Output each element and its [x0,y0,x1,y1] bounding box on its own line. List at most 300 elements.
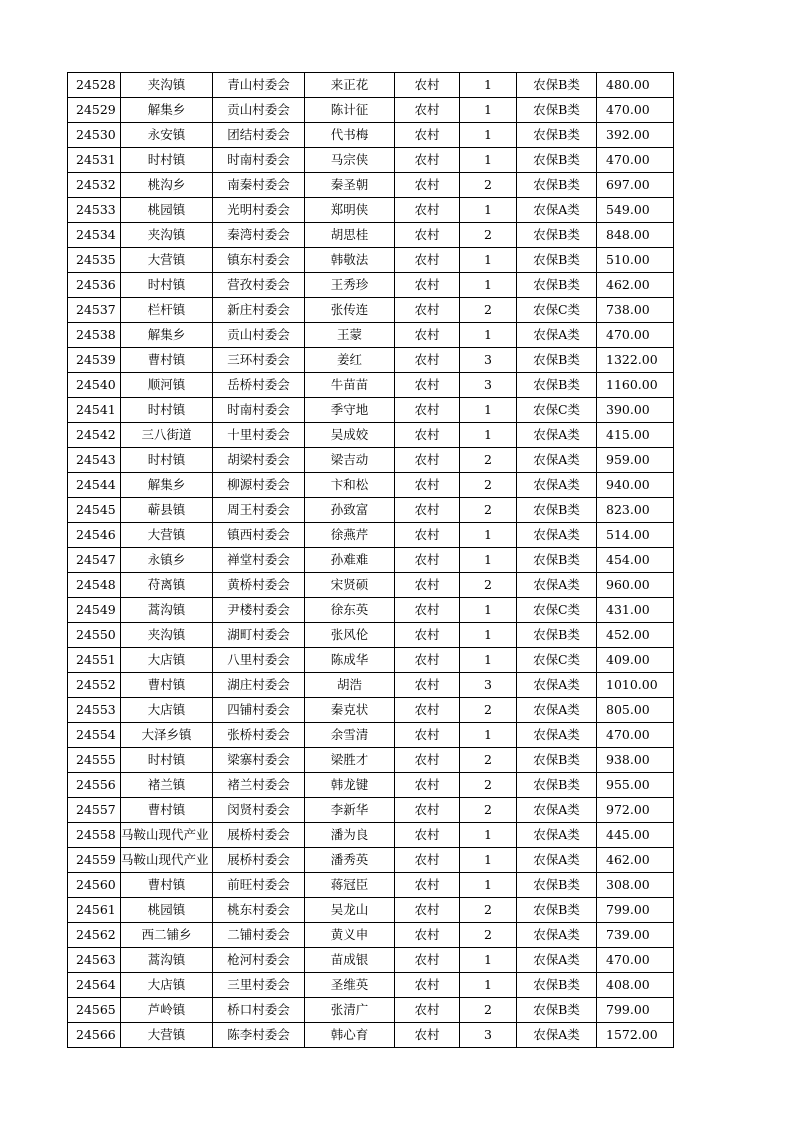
town-cell: 时村镇 [121,748,213,773]
table-row [68,323,674,348]
village-committee-cell: 贡山村委会 [213,323,305,348]
household-type-cell: 农村 [395,798,460,823]
record-id-cell: 24557 [68,798,121,823]
person-count-cell: 2 [460,473,517,498]
person-count-cell: 2 [460,498,517,523]
person-count-cell: 3 [460,348,517,373]
person-count-cell: 1 [460,398,517,423]
household-type-cell: 农村 [395,873,460,898]
record-id-cell: 24551 [68,648,121,673]
name-cell: 秦克状 [305,698,395,723]
village-committee-cell: 胡梁村委会 [213,448,305,473]
person-count-cell: 1 [460,248,517,273]
town-cell: 永镇乡 [121,548,213,573]
record-id-cell: 24533 [68,198,121,223]
record-id-cell: 24553 [68,698,121,723]
table-row [68,723,674,748]
household-type-cell: 农村 [395,898,460,923]
table-row [68,73,674,98]
amount-cell: 805.00 [597,698,674,723]
name-cell: 孙致富 [305,498,395,523]
name-cell: 代书梅 [305,123,395,148]
insurance-category-cell: 农保C类 [517,648,597,673]
household-type-cell: 农村 [395,173,460,198]
town-cell: 栏杆镇 [121,298,213,323]
name-cell: 蒋冠臣 [305,873,395,898]
town-cell: 曹村镇 [121,873,213,898]
amount-cell: 848.00 [597,223,674,248]
person-count-cell: 2 [460,448,517,473]
insurance-category-cell: 农保B类 [517,248,597,273]
insurance-category-cell: 农保B类 [517,898,597,923]
record-id-cell: 24539 [68,348,121,373]
insurance-category-cell: 农保A类 [517,448,597,473]
household-type-cell: 农村 [395,73,460,98]
household-type-cell: 农村 [395,848,460,873]
record-id-cell: 24537 [68,298,121,323]
record-id-cell: 24541 [68,398,121,423]
insurance-category-cell: 农保B类 [517,123,597,148]
person-count-cell: 3 [460,673,517,698]
insurance-category-cell: 农保B类 [517,498,597,523]
town-cell: 大泽乡镇 [121,723,213,748]
table-row [68,998,674,1023]
village-committee-cell: 贡山村委会 [213,98,305,123]
name-cell: 牛苗苗 [305,373,395,398]
town-cell: 曹村镇 [121,348,213,373]
amount-cell: 739.00 [597,923,674,948]
town-cell: 桃园镇 [121,198,213,223]
household-type-cell: 农村 [395,948,460,973]
table-row [68,123,674,148]
table-row [68,773,674,798]
village-committee-cell: 桃东村委会 [213,898,305,923]
village-committee-cell: 营孜村委会 [213,273,305,298]
record-id-cell: 24558 [68,823,121,848]
name-cell: 吴成姣 [305,423,395,448]
name-cell: 韩敬法 [305,248,395,273]
person-count-cell: 2 [460,223,517,248]
amount-cell: 408.00 [597,973,674,998]
person-count-cell: 2 [460,573,517,598]
village-committee-cell: 梁寨村委会 [213,748,305,773]
insurance-category-cell: 农保A类 [517,673,597,698]
village-committee-cell: 三环村委会 [213,348,305,373]
household-type-cell: 农村 [395,723,460,748]
insurance-category-cell: 农保A类 [517,848,597,873]
town-cell: 西二铺乡 [121,923,213,948]
insurance-category-cell: 农保A类 [517,723,597,748]
name-cell: 胡思桂 [305,223,395,248]
town-cell: 桃沟乡 [121,173,213,198]
insurance-category-cell: 农保A类 [517,1023,597,1048]
town-cell: 解集乡 [121,323,213,348]
name-cell: 徐东英 [305,598,395,623]
insurance-category-cell: 农保A类 [517,948,597,973]
village-committee-cell: 张桥村委会 [213,723,305,748]
record-id-cell: 24566 [68,1023,121,1048]
amount-cell: 697.00 [597,173,674,198]
insurance-category-cell: 农保C类 [517,398,597,423]
table-body [68,73,674,1048]
town-cell: 大店镇 [121,698,213,723]
insurance-category-cell: 农保B类 [517,623,597,648]
name-cell: 郑明侠 [305,198,395,223]
person-count-cell: 2 [460,798,517,823]
record-id-cell: 24530 [68,123,121,148]
person-count-cell: 1 [460,823,517,848]
insurance-category-cell: 农保A类 [517,473,597,498]
record-id-cell: 24535 [68,248,121,273]
amount-cell: 938.00 [597,748,674,773]
town-cell: 大营镇 [121,248,213,273]
village-committee-cell: 时南村委会 [213,398,305,423]
amount-cell: 1322.00 [597,348,674,373]
record-id-cell: 24565 [68,998,121,1023]
town-cell: 大营镇 [121,523,213,548]
person-count-cell: 2 [460,698,517,723]
person-count-cell: 1 [460,148,517,173]
person-count-cell: 2 [460,773,517,798]
village-committee-cell: 枪河村委会 [213,948,305,973]
person-count-cell: 1 [460,723,517,748]
amount-cell: 480.00 [597,73,674,98]
record-id-cell: 24534 [68,223,121,248]
name-cell: 李新华 [305,798,395,823]
town-cell: 大店镇 [121,648,213,673]
amount-cell: 1160.00 [597,373,674,398]
town-cell: 苻离镇 [121,573,213,598]
person-count-cell: 1 [460,323,517,348]
person-count-cell: 1 [460,623,517,648]
amount-cell: 470.00 [597,98,674,123]
household-type-cell: 农村 [395,748,460,773]
table-row [68,523,674,548]
village-committee-cell: 柳源村委会 [213,473,305,498]
record-id-cell: 24529 [68,98,121,123]
household-type-cell: 农村 [395,823,460,848]
record-id-cell: 24562 [68,923,121,948]
person-count-cell: 2 [460,748,517,773]
village-committee-cell: 镇东村委会 [213,248,305,273]
amount-cell: 409.00 [597,648,674,673]
table-row [68,248,674,273]
name-cell: 黄义申 [305,923,395,948]
person-count-cell: 1 [460,848,517,873]
name-cell: 宋贤硕 [305,573,395,598]
amount-cell: 445.00 [597,823,674,848]
person-count-cell: 2 [460,998,517,1023]
town-cell: 时村镇 [121,273,213,298]
household-type-cell: 农村 [395,523,460,548]
household-type-cell: 农村 [395,623,460,648]
town-cell: 顺河镇 [121,373,213,398]
insurance-category-cell: 农保B类 [517,98,597,123]
amount-cell: 470.00 [597,148,674,173]
name-cell: 苗成银 [305,948,395,973]
village-committee-cell: 十里村委会 [213,423,305,448]
person-count-cell: 1 [460,423,517,448]
table-row [68,948,674,973]
village-committee-cell: 褚兰村委会 [213,773,305,798]
insurance-category-cell: 农保B类 [517,148,597,173]
amount-cell: 431.00 [597,598,674,623]
amount-cell: 823.00 [597,498,674,523]
person-count-cell: 1 [460,648,517,673]
town-cell: 解集乡 [121,98,213,123]
person-count-cell: 1 [460,873,517,898]
amount-cell: 462.00 [597,848,674,873]
household-type-cell: 农村 [395,323,460,348]
name-cell: 秦圣朝 [305,173,395,198]
village-committee-cell: 湖町村委会 [213,623,305,648]
amount-cell: 1572.00 [597,1023,674,1048]
name-cell: 韩心育 [305,1023,395,1048]
village-committee-cell: 尹楼村委会 [213,598,305,623]
village-committee-cell: 陈李村委会 [213,1023,305,1048]
person-count-cell: 1 [460,98,517,123]
record-id-cell: 24556 [68,773,121,798]
insurance-category-cell: 农保A类 [517,198,597,223]
insurance-category-cell: 农保A类 [517,798,597,823]
town-cell: 三八街道 [121,423,213,448]
insurance-category-cell: 农保B类 [517,173,597,198]
household-type-cell: 农村 [395,998,460,1023]
amount-cell: 799.00 [597,898,674,923]
record-id-cell: 24545 [68,498,121,523]
village-committee-cell: 湖庄村委会 [213,673,305,698]
household-type-cell: 农村 [395,373,460,398]
insurance-category-cell: 农保B类 [517,773,597,798]
village-committee-cell: 三里村委会 [213,973,305,998]
amount-cell: 960.00 [597,573,674,598]
name-cell: 梁吉动 [305,448,395,473]
person-count-cell: 1 [460,523,517,548]
insurance-category-cell: 农保B类 [517,548,597,573]
household-type-cell: 农村 [395,498,460,523]
table-row [68,923,674,948]
amount-cell: 454.00 [597,548,674,573]
village-committee-cell: 新庄村委会 [213,298,305,323]
amount-cell: 738.00 [597,298,674,323]
amount-cell: 799.00 [597,998,674,1023]
table-row [68,373,674,398]
record-id-cell: 24548 [68,573,121,598]
insurance-category-cell: 农保B类 [517,748,597,773]
town-cell: 时村镇 [121,398,213,423]
household-type-cell: 农村 [395,273,460,298]
table-row [68,623,674,648]
person-count-cell: 2 [460,173,517,198]
table-row [68,823,674,848]
name-cell: 吴龙山 [305,898,395,923]
allowance-table [67,72,674,1048]
insurance-category-cell: 农保B类 [517,223,597,248]
record-id-cell: 24554 [68,723,121,748]
town-cell: 褚兰镇 [121,773,213,798]
household-type-cell: 农村 [395,423,460,448]
town-cell: 夹沟镇 [121,73,213,98]
record-id-cell: 24546 [68,523,121,548]
record-id-cell: 24544 [68,473,121,498]
town-cell: 夹沟镇 [121,623,213,648]
household-type-cell: 农村 [395,673,460,698]
town-cell: 解集乡 [121,473,213,498]
insurance-category-cell: 农保A类 [517,573,597,598]
table-row [68,648,674,673]
village-committee-cell: 禅堂村委会 [213,548,305,573]
person-count-cell: 1 [460,948,517,973]
village-committee-cell: 四铺村委会 [213,698,305,723]
person-count-cell: 3 [460,373,517,398]
record-id-cell: 24538 [68,323,121,348]
table-row [68,448,674,473]
person-count-cell: 1 [460,548,517,573]
household-type-cell: 农村 [395,298,460,323]
town-cell: 永安镇 [121,123,213,148]
name-cell: 姜红 [305,348,395,373]
person-count-cell: 1 [460,123,517,148]
insurance-category-cell: 农保B类 [517,873,597,898]
village-committee-cell: 闵贤村委会 [213,798,305,823]
record-id-cell: 24542 [68,423,121,448]
insurance-category-cell: 农保A类 [517,423,597,448]
table-row [68,398,674,423]
amount-cell: 452.00 [597,623,674,648]
table-row [68,548,674,573]
table-row [68,173,674,198]
town-cell: 马鞍山现代产业 [121,823,213,848]
village-committee-cell: 桥口村委会 [213,998,305,1023]
household-type-cell: 农村 [395,248,460,273]
record-id-cell: 24563 [68,948,121,973]
town-cell: 桃园镇 [121,898,213,923]
household-type-cell: 农村 [395,598,460,623]
record-id-cell: 24536 [68,273,121,298]
insurance-category-cell: 农保A类 [517,923,597,948]
village-committee-cell: 镇西村委会 [213,523,305,548]
person-count-cell: 1 [460,973,517,998]
insurance-category-cell: 农保B类 [517,273,597,298]
person-count-cell: 3 [460,1023,517,1048]
household-type-cell: 农村 [395,448,460,473]
record-id-cell: 24543 [68,448,121,473]
record-id-cell: 24531 [68,148,121,173]
amount-cell: 390.00 [597,398,674,423]
village-committee-cell: 秦湾村委会 [213,223,305,248]
record-id-cell: 24549 [68,598,121,623]
household-type-cell: 农村 [395,198,460,223]
household-type-cell: 农村 [395,473,460,498]
person-count-cell: 2 [460,898,517,923]
table-row [68,298,674,323]
name-cell: 圣维英 [305,973,395,998]
town-cell: 蒿沟镇 [121,948,213,973]
village-committee-cell: 周王村委会 [213,498,305,523]
household-type-cell: 农村 [395,148,460,173]
household-type-cell: 农村 [395,923,460,948]
insurance-category-cell: 农保B类 [517,73,597,98]
household-type-cell: 农村 [395,398,460,423]
amount-cell: 972.00 [597,798,674,823]
amount-cell: 959.00 [597,448,674,473]
name-cell: 徐燕芹 [305,523,395,548]
table-row [68,498,674,523]
village-committee-cell: 黄桥村委会 [213,573,305,598]
insurance-category-cell: 农保B类 [517,973,597,998]
record-id-cell: 24528 [68,73,121,98]
town-cell: 夹沟镇 [121,223,213,248]
name-cell: 来正花 [305,73,395,98]
table-row [68,273,674,298]
amount-cell: 955.00 [597,773,674,798]
table-row [68,148,674,173]
record-id-cell: 24540 [68,373,121,398]
household-type-cell: 农村 [395,123,460,148]
person-count-cell: 1 [460,273,517,298]
table-row [68,223,674,248]
table-row [68,1023,674,1048]
town-cell: 芦岭镇 [121,998,213,1023]
person-count-cell: 1 [460,198,517,223]
amount-cell: 510.00 [597,248,674,273]
table-row [68,98,674,123]
table-row [68,198,674,223]
village-committee-cell: 二铺村委会 [213,923,305,948]
amount-cell: 514.00 [597,523,674,548]
name-cell: 潘秀英 [305,848,395,873]
town-cell: 马鞍山现代产业 [121,848,213,873]
record-id-cell: 24561 [68,898,121,923]
table-row [68,973,674,998]
name-cell: 孙难难 [305,548,395,573]
insurance-category-cell: 农保B类 [517,348,597,373]
amount-cell: 470.00 [597,948,674,973]
insurance-category-cell: 农保B类 [517,373,597,398]
table-row [68,798,674,823]
amount-cell: 308.00 [597,873,674,898]
insurance-category-cell: 农保C类 [517,598,597,623]
name-cell: 张清广 [305,998,395,1023]
name-cell: 韩龙键 [305,773,395,798]
household-type-cell: 农村 [395,648,460,673]
record-id-cell: 24547 [68,548,121,573]
table-row [68,748,674,773]
insurance-category-cell: 农保A类 [517,698,597,723]
person-count-cell: 2 [460,298,517,323]
record-id-cell: 24559 [68,848,121,873]
town-cell: 曹村镇 [121,798,213,823]
village-committee-cell: 时南村委会 [213,148,305,173]
name-cell: 潘为良 [305,823,395,848]
name-cell: 张风伦 [305,623,395,648]
household-type-cell: 农村 [395,698,460,723]
name-cell: 王蒙 [305,323,395,348]
table-row [68,423,674,448]
table-row [68,848,674,873]
village-committee-cell: 展桥村委会 [213,823,305,848]
table-row [68,573,674,598]
household-type-cell: 农村 [395,573,460,598]
name-cell: 张传连 [305,298,395,323]
table-row [68,598,674,623]
name-cell: 马宗侠 [305,148,395,173]
household-type-cell: 农村 [395,973,460,998]
person-count-cell: 2 [460,923,517,948]
amount-cell: 462.00 [597,273,674,298]
name-cell: 陈成华 [305,648,395,673]
household-type-cell: 农村 [395,98,460,123]
